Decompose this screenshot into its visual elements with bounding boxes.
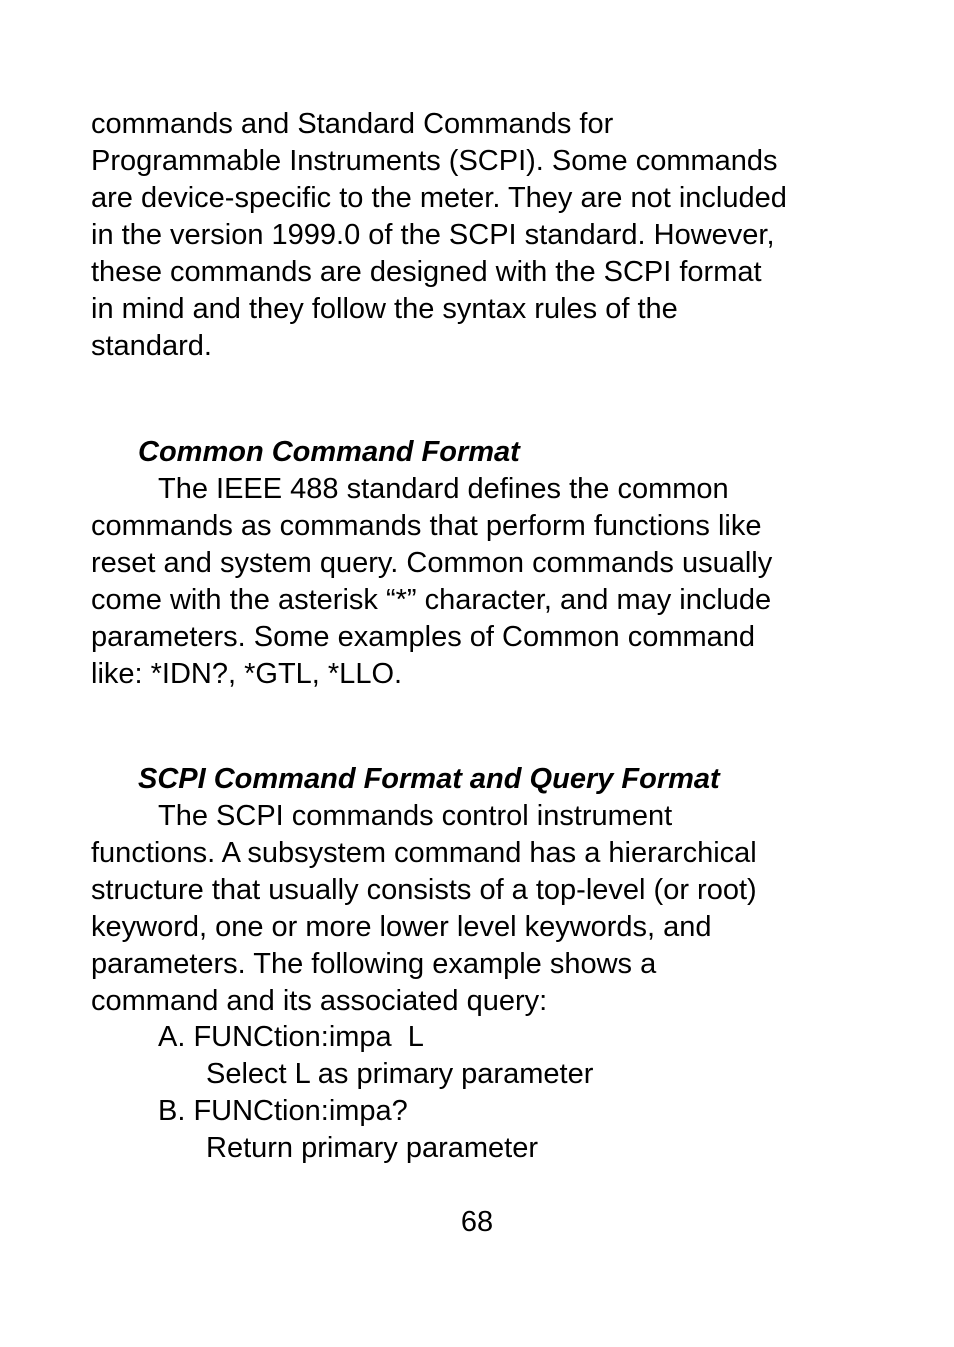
paragraph-line: like: *IDN?, *GTL, *LLO. [91,658,403,690]
paragraph-line: parameters. The following example shows a [91,948,657,980]
paragraph-line: reset and system query. Common commands usually [91,547,773,579]
example-command: B. FUNCtion:impa? [158,1095,408,1127]
paragraph-line: in the version 1999.0 of the SCPI standard. However, [91,219,775,251]
paragraph-line: are device-specific to the meter. They are not included [91,182,787,214]
paragraph-line: The IEEE 488 standard defines the common [158,473,729,505]
paragraph-line: standard. [91,330,212,362]
paragraph-line: structure that usually consists of a top-level (or root) [91,874,757,906]
example-description: Select L as primary parameter [206,1058,594,1090]
example-description: Return primary parameter [206,1132,538,1164]
paragraph-line: parameters. Some examples of Common command [91,621,756,653]
paragraph-line: The SCPI commands control instrument [158,800,673,832]
paragraph-line: command and its associated query: [91,985,548,1017]
paragraph-line: these commands are designed with the SCPI format [91,256,762,288]
section-heading-common: Common Command Format [138,436,520,468]
paragraph-line: functions. A subsystem command has a hierarchical [91,837,757,869]
example-command: A. FUNCtion:impa L [158,1021,424,1053]
paragraph-line: Programmable Instruments (SCPI). Some commands [91,145,778,177]
paragraph-line: commands and Standard Commands for [91,108,614,140]
section-heading-scpi: SCPI Command Format and Query Format [138,763,720,795]
paragraph-line: keyword, one or more lower level keywords, and [91,911,712,943]
paragraph-line: in mind and they follow the syntax rules of the [91,293,678,325]
paragraph-line: commands as commands that perform functions like [91,510,762,542]
paragraph-line: come with the asterisk “*” character, and may include [91,584,772,616]
page-number: 68 [460,1206,494,1238]
